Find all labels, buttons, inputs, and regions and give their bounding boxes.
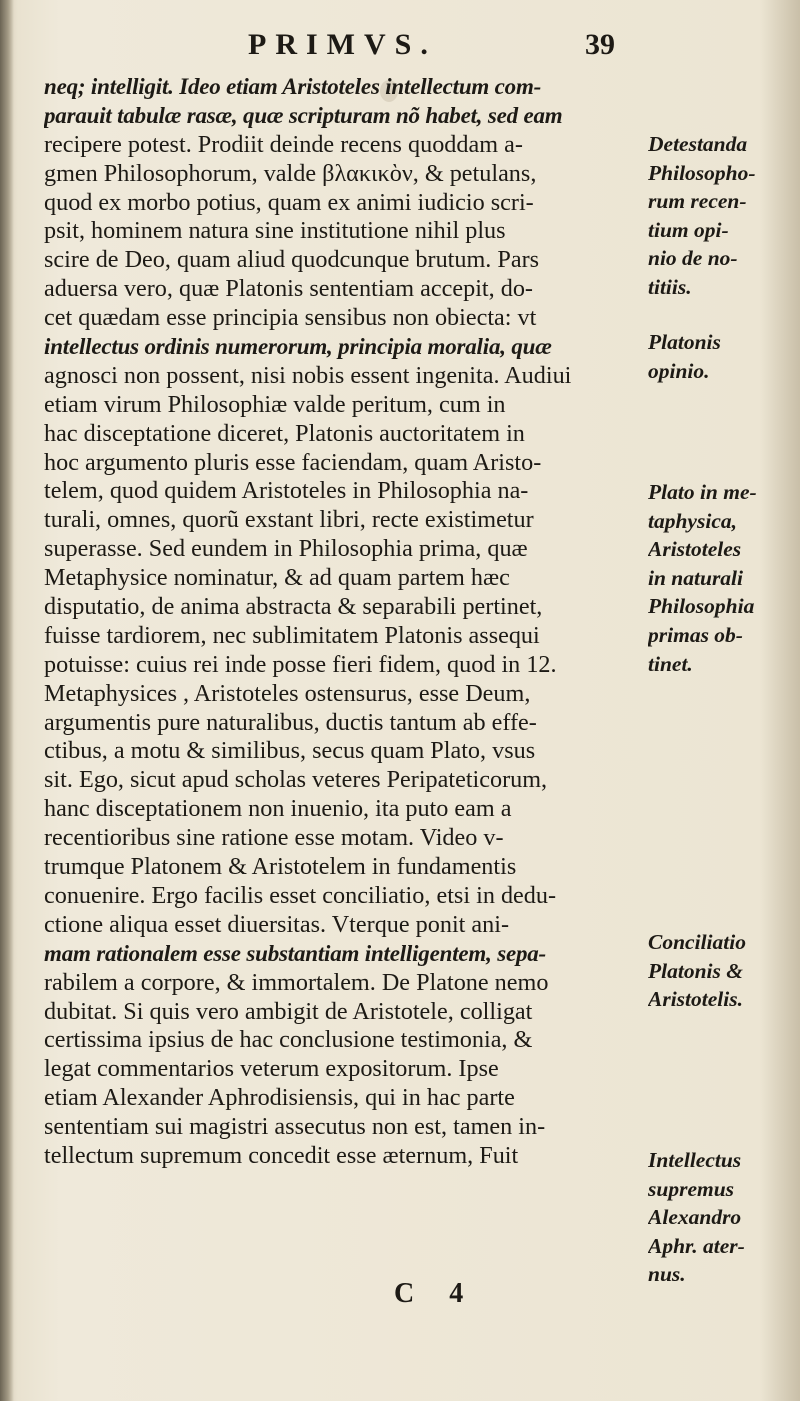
running-title: PRIMVS.: [248, 28, 437, 61]
margin-note-line: Plato in me-: [648, 480, 757, 504]
text-line: scire de Deo, quam aliud quodcunque brutum. Pars: [44, 246, 540, 274]
text-line: ctibus, a motu & similibus, secus quam Plato, vsus: [44, 737, 536, 765]
margin-note: [648, 1146, 798, 1289]
text-line: telem, quod quidem Aristoteles in Philosophia na-: [44, 477, 529, 505]
text-line: quod ex morbo potius, quam ex animi iudicio scri-: [44, 188, 534, 216]
text-line: recentioribus sine ratione esse motam. Video v-: [44, 824, 504, 852]
margin-note-line: Conciliatio: [648, 930, 746, 954]
main-text-block: [44, 73, 644, 1171]
text-line: superasse. Sed eundem in Philosophia prima, quæ: [44, 535, 528, 563]
text-line: ctione aliqua esset diuersitas. Vterque ponit ani-: [44, 910, 510, 938]
text-line: potuisse: cuius rei inde posse fieri fidem, quod in 12.: [44, 650, 557, 678]
text-line: sit. Ego, sicut apud scholas veteres Peripateticorum,: [44, 766, 548, 794]
margin-note-line: primas ob-: [648, 622, 743, 647]
margin-note-line: Platonis: [648, 330, 721, 354]
text-line: hac disceptatione diceret, Platonis auctoritatem in: [44, 419, 525, 447]
text-line: hoc argumento pluris esse faciendam, quam Aristo-: [44, 448, 542, 476]
text-line: neq; intelligit. Ideo etiam Aristoteles intellectum com-: [44, 74, 542, 99]
text-line: dubitat. Si quis vero ambigit de Aristotele, colligat: [44, 997, 533, 1025]
margin-note-line: titiis.: [648, 274, 692, 299]
text-line: intellectus ordinis numerorum, principia moralia, quæ: [44, 334, 552, 360]
margin-note-line: Aristotelis.: [648, 987, 743, 1012]
margin-note-line: supremus: [648, 1176, 735, 1201]
text-line: disputatio, de anima abstracta & separabili pertinet,: [44, 593, 543, 621]
text-line: conuenire. Ergo facilis esset conciliatio, etsi in dedu-: [44, 881, 557, 909]
text-line: etiam virum Philosophiæ valde peritum, cum in: [44, 390, 506, 418]
margin-note-line: in naturali: [648, 565, 744, 590]
margin-note: [648, 478, 798, 678]
margin-note-line: Philosopho-: [648, 160, 756, 185]
text-line: sententiam sui magistri assecutus non est, tamen in-: [44, 1113, 546, 1141]
text-line: Metaphysice nominatur, & ad quam partem hæc: [44, 564, 510, 592]
margin-note-line: nio de no-: [648, 246, 738, 271]
text-line: certissima ipsius de hac conclusione testimonia, &: [44, 1026, 533, 1054]
margin-note-line: opinio.: [648, 358, 710, 383]
margin-note-line: Intellectus: [648, 1148, 742, 1172]
text-line: hanc disceptationem non inuenio, ita puto eam a: [44, 795, 512, 823]
margin-note-line: Platonis &: [648, 958, 743, 983]
text-line: etiam Alexander Aphrodisiensis, qui in hac parte: [44, 1084, 515, 1112]
text-line: fuisse tardiorem, nec sublimitatem Platonis assequi: [44, 621, 540, 649]
text-line: gmen Philosophorum, valde βλακικὸν, & petulans,: [44, 159, 537, 187]
margin-note-line: tium opi-: [648, 217, 729, 242]
text-line: mam rationalem esse substantiam intelligentem, sepa-: [44, 940, 547, 966]
text-line: parauit tabulæ rasæ, quæ scripturam nõ habet, sed eam: [44, 102, 563, 128]
text-line: trumque Platonem & Aristotelem in fundamentis: [44, 853, 517, 881]
margin-note-line: taphysica,: [648, 508, 737, 533]
text-line: legat commentarios veterum expositorum. Ipse: [44, 1055, 499, 1083]
margin-note-line: Aristoteles: [648, 537, 742, 562]
margin-note-line: Alexandro: [648, 1205, 742, 1230]
signature-mark: C 4: [394, 1278, 478, 1309]
text-line: Metaphysices , Aristoteles ostensurus, esse Deum,: [44, 679, 531, 707]
margin-note-line: nus.: [648, 1262, 686, 1287]
page-header: [0, 28, 800, 68]
margin-note-line: rum recen-: [648, 189, 747, 214]
margin-note: [648, 928, 798, 1014]
margin-note: [648, 328, 798, 385]
text-line: aduersa vero, quæ Platonis sententiam accepit, do-: [44, 275, 533, 303]
text-line: turali, omnes, quorũ exstant libri, recte existimetur: [44, 506, 534, 534]
text-line: psit, hominem natura sine institutione nihil plus: [44, 217, 506, 245]
text-line: argumentis pure naturalibus, ductis tantum ab effe-: [44, 708, 537, 736]
text-line: recipere potest. Prodiit deinde recens quoddam a-: [44, 130, 523, 158]
page-number: 39: [585, 28, 615, 61]
book-spine-shadow: [0, 0, 14, 1401]
margin-note-line: Aphr. ater-: [648, 1233, 745, 1258]
margin-note-line: Detestanda: [648, 132, 748, 156]
text-line: agnosci non possent, nisi nobis essent ingenita. Audiui: [44, 361, 572, 389]
margin-note-line: Philosophia: [648, 594, 755, 619]
margin-note: [648, 130, 798, 302]
text-line: cet quædam esse principia sensibus non obiecta: vt: [44, 304, 537, 332]
text-line: rabilem a corpore, & immortalem. De Platone nemo: [44, 968, 549, 996]
margin-note-line: tinet.: [648, 651, 693, 676]
text-line: tellectum supremum concedit esse æternum, Fuit: [44, 1141, 519, 1169]
